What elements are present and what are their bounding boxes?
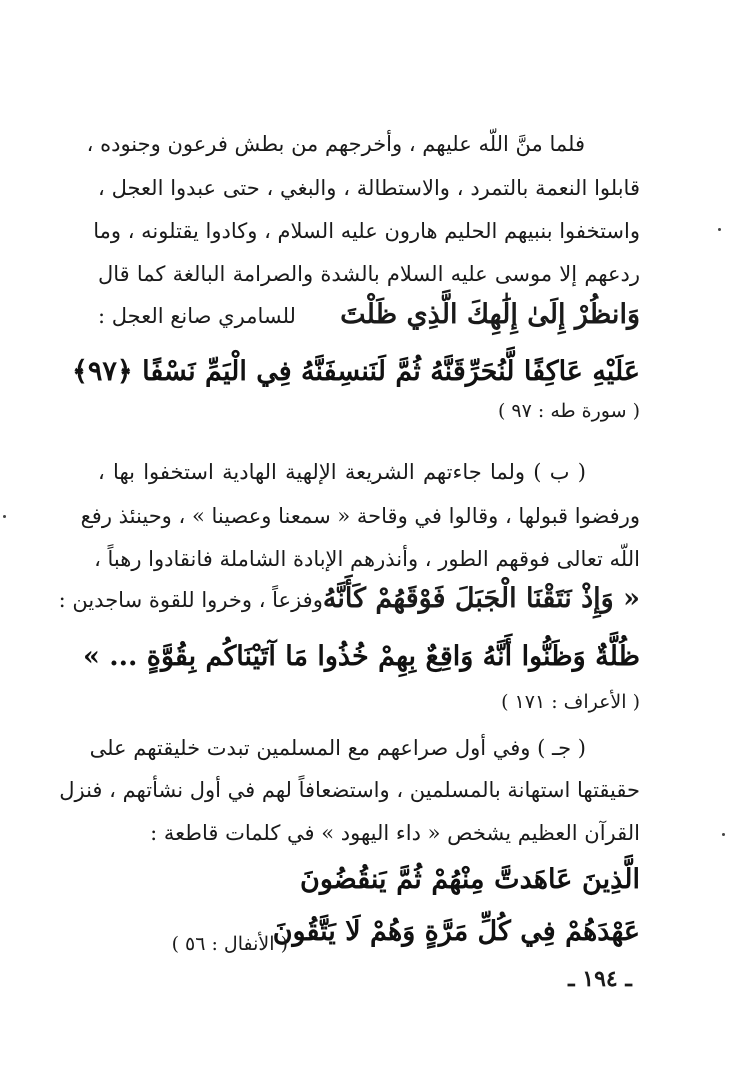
paragraph-line: واستخفوا بنبيهم الحليم هارون عليه السلام ، وكادوا يقتلونه ، وما bbox=[93, 219, 640, 243]
paragraph-line-with-verse bbox=[98, 300, 640, 331]
scan-speck bbox=[718, 228, 721, 231]
paragraph-line: ورفضوا قبولها ، وقالوا في وقاحة « سمعنا وعصينا » ، وحينئذ رفع bbox=[80, 504, 640, 528]
paragraph-line: حقيقتها استهانة بالمسلمين ، واستضعافاً لهم في أول نشأتهم ، فنزل bbox=[59, 778, 640, 802]
scan-speck bbox=[3, 515, 6, 518]
paragraph-line-with-verse bbox=[58, 583, 640, 615]
paragraph-line: اللّه تعالى فوقهم الطور ، وأنذرهم الإبادة الشاملة فانقادوا رهباً ، bbox=[94, 547, 640, 571]
paragraph-text: وفزعاً ، وخروا للقوة ساجدين : bbox=[58, 588, 323, 612]
paragraph-line: القرآن العظيم يشخص « داء اليهود » في كلمات قاطعة : bbox=[150, 821, 640, 845]
paragraph-line: قابلوا النعمة بالتمرد ، والاستطالة ، والبغي ، حتى عبدوا العجل ، bbox=[98, 176, 640, 200]
paragraph-line: ( جـ ) وفي أول صراعهم مع المسلمين تبدت خليقتهم على bbox=[89, 736, 586, 760]
quran-verse-start: وَانظُرْ إِلَىٰ إِلَٰهِكَ الَّذِي ظَلْتَ bbox=[340, 299, 640, 330]
page-number: ـ ١٩٤ ـ bbox=[568, 966, 632, 992]
scan-speck bbox=[722, 833, 725, 836]
quran-verse: ظُلَّةٌ وَظَنُّوا أَنَّهُ وَاقِعٌ بِهِمْ خُذُوا مَا آتَيْنَاكُم بِقُوَّةٍ ... » bbox=[82, 641, 640, 672]
quran-verse: الَّذِينَ عَاهَدتَّ مِنْهُمْ ثُمَّ يَنقُضُونَ bbox=[300, 864, 640, 895]
verse-reference: ( سورة طه : ٩٧ ) bbox=[497, 400, 640, 422]
verse-reference: ( الأعراف : ١٧١ ) bbox=[501, 691, 640, 713]
quran-verse: عَهْدَهُمْ فِي كُلِّ مَرَّةٍ وَهُمْ لَا يَتَّقُونَ bbox=[272, 916, 640, 947]
verse-reference: ( الأنفال : ٥٦ ) bbox=[171, 933, 288, 955]
paragraph-line: ردعهم إلا موسى عليه السلام بالشدة والصرامة البالغة كما قال bbox=[98, 262, 640, 286]
paragraph-line: فلما منَّ اللّه عليهم ، وأخرجهم من بطش فرعون وجنوده ، bbox=[86, 132, 585, 156]
quran-verse-start: « وَإِذْ نَتَقْنَا الْجَبَلَ فَوْقَهُمْ كَأَنَّهُ bbox=[322, 583, 640, 614]
quran-verse: عَلَيْهِ عَاكِفًا لَّنُحَرِّقَنَّهُ ثُمَّ لَنَنسِفَنَّهُ فِي الْيَمِّ نَسْفًا ﴿٩٧﴾ bbox=[72, 356, 640, 387]
paragraph-text: للسامري صانع العجل : bbox=[98, 304, 296, 328]
paragraph-line: ( ب ) ولما جاءتهم الشريعة الإلهية الهادية استخفوا بها ، bbox=[98, 460, 586, 484]
